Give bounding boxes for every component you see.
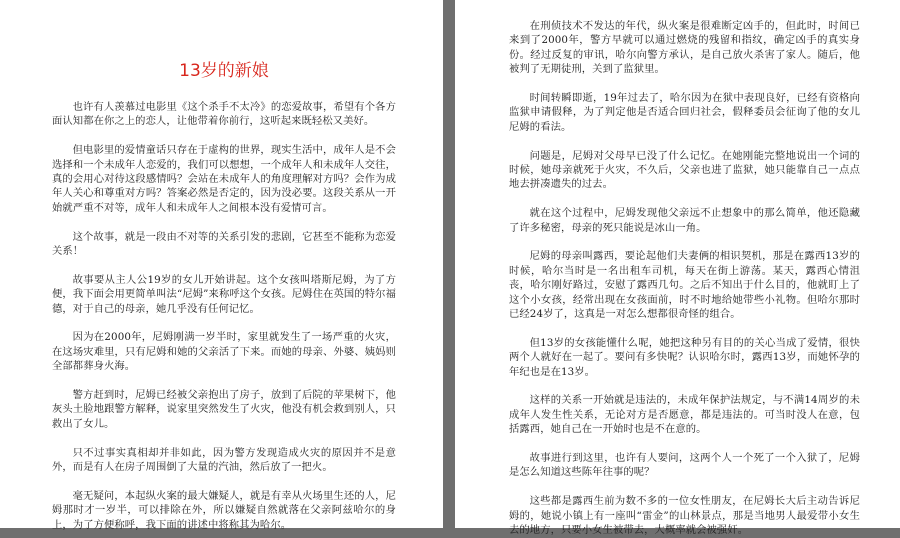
paragraph: 这样的关系一开始就是违法的，未成年保护法规定，与不满14周岁的未成年人发生性关系，无论对方是否愿意，都是违法的。可当时没人在意，包括露西，她自己在一开始时也是不在意的。	[509, 394, 860, 436]
paragraph: 尼姆的母亲叫露西，要论起他们夫妻俩的相识契机，那是在露西13岁的时候，哈尔当时是一名出租车司机，每天在街上游荡。某天，露西心情沮丧，哈尔刚好路过，安慰了露西几句。之后不知出于什么目的，他就盯上了这个小女孩，经常出现在女孩面前，时不时地给她带些小礼物。但哈尔那时已经24岁了，这真是一对怎么想都很奇怪的组合。	[509, 250, 860, 321]
paragraph: 就在这个过程中，尼姆发现他父亲远不止想象中的那么简单，他还隐藏了许多秘密，母亲的死只能说是冰山一角。	[509, 207, 860, 234]
right-page	[455, 0, 900, 537]
paragraph: 毫无疑问，本起纵火案的最大嫌疑人，就是有幸从火场里生还的人，尼姆那时才一岁半，可以排除在外，所以嫌疑自然就落在父亲阿兹哈尔的身上，为了方便称呼，我下面的讲述中将称其为哈尔。	[52, 489, 396, 531]
paragraph: 故事进行到这里，也许有人要问，这两个人一个死了一个入狱了，尼姆是怎么知道这些陈年往事的呢？	[509, 452, 860, 479]
paragraph: 但13岁的女孩能懂什么呢，她把这种另有目的的关心当成了爱情，很快两个人就好在一起了。要问有多快呢？认识哈尔时，露西13岁，而她怀孕的年纪也是在13岁。	[509, 336, 860, 378]
left-page	[0, 0, 443, 531]
paragraph: 时间转瞬即逝，19年过去了，哈尔因为在狱中表现良好，已经有资格向监狱申请假释，为了判定他是否适合回归社会，假释委员会征询了他的女儿尼姆的看法。	[509, 92, 860, 133]
paragraph: 在刑侦技术不发达的年代，纵火案是很难断定凶手的，但此时，时间已来到了2000年，警方早就可以通过燃烧的残留和指纹，确定凶手的真实身份。经过反复的审讯，哈尔向警方承认，是自己放火杀害了家人。随后，他被判了无期徒刑，关到了监狱里。	[509, 20, 860, 76]
paragraph: 也许有人羡慕过电影里《这个杀手不太冷》的恋爱故事，希望有个各方面认知都在你之上的恋人，让他带着你前行，这听起来既轻松又美好。	[52, 101, 396, 128]
paragraph: 警方赶到时，尼姆已经被父亲抱出了房子，放到了后院的苹果树下，他灰头土脸地跟警方解释，说家里突然发生了火灾，他没有机会救到别人，只救出了女儿。	[52, 389, 396, 430]
paragraph: 只不过事实真相却并非如此，因为警方发现造成火灾的原因并不是意外，而是有人在房子周围倒了大量的汽油，然后放了一把火。	[52, 446, 396, 474]
paragraph: 这些都是露西生前为数不多的一位女性朋友，在尼姆长大后主动告诉尼姆的，她说小镇上有一座叫“雷金”的山林景点，那是当地男人最爱带小女生去的地方，只要小女生被带去，大概率就会被强奸。	[509, 495, 860, 537]
paragraph: 但电影里的爱情童话只存在于虚构的世界，现实生活中，成年人是不会选择和一个未成年人恋爱的，我们可以想想，一个成年人和未成年人交往，真的会用心对待这段感情吗？会站在未成年人的角度理解对方吗？会作为成年人关心和尊重对方吗？答案必然是否定的，因为没必要。这段关系从一开始就严重不对等，成年人和未成年人之间根本没有爱情可言。	[52, 144, 396, 214]
paragraph: 问题是，尼姆对父母早已没了什么记忆。在她刚能完整地说出一个词的时候，她母亲就死于火灾，不久后，父亲也进了监狱，她只能靠自己一点点地去拼凑遗失的过去。	[509, 149, 860, 191]
document-title: 13岁的新娘	[179, 61, 269, 81]
paragraph: 因为在2000年，尼姆刚满一岁半时，家里就发生了一场严重的火灾，在这场灾难里，只有尼姆和她的父亲活了下来。而她的母亲、外婆、姨妈则全部都葬身火海。	[52, 331, 396, 373]
paragraph: 这个故事，就是一段由不对等的关系引发的悲剧，它甚至不能称为恋爱关系！	[52, 230, 396, 258]
paragraph: 故事要从主人公19岁的女儿开始讲起。这个女孩叫塔斯尼姆，为了方便，我下面会用更简单叫法“尼姆”来称呼这个女孩。尼姆住在英国的特尔福德，对于自己的母亲，她几乎没有任何记忆。	[52, 273, 396, 315]
